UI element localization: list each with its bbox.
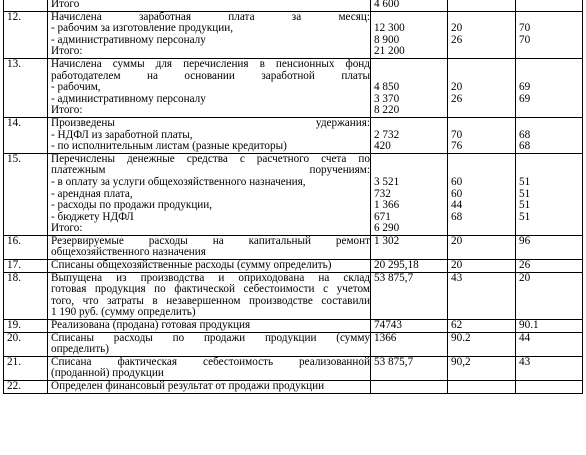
credit-line: 51 xyxy=(519,187,531,200)
entry-number-cell: 14. xyxy=(4,117,48,153)
table-row xyxy=(4,260,583,273)
description-line: Списаны общехозяйственные расходы (сумму определить) xyxy=(51,259,332,272)
amount-line: 4 600 xyxy=(374,0,400,10)
amount-line: 6 290 xyxy=(374,222,400,235)
debit-line xyxy=(451,105,515,117)
entry-description-cell xyxy=(48,356,371,380)
debit-account-cell xyxy=(448,356,516,380)
credit-line xyxy=(519,381,582,393)
debit-account-cell xyxy=(448,117,516,153)
description-line: - административному персоналу xyxy=(51,33,206,46)
credit-account-cell xyxy=(516,272,583,319)
amount-line: 4 850 xyxy=(374,81,400,94)
entry-description-cell xyxy=(48,0,371,11)
credit-line xyxy=(519,118,582,130)
credit-line: 96 xyxy=(519,235,531,247)
amount-line: 12 300 xyxy=(374,22,405,35)
amount-cell xyxy=(371,332,448,356)
amount-line: 420 xyxy=(374,140,391,153)
amount-line: 3 370 xyxy=(374,92,400,105)
amount-line: 671 xyxy=(374,210,391,223)
credit-account-cell xyxy=(516,381,583,394)
entry-number-cell: 17. xyxy=(4,260,48,273)
description-line: готовая продукция по фактической себестоимости с учетом xyxy=(51,283,370,296)
journal-entries-body xyxy=(4,0,583,393)
debit-account-cell xyxy=(448,320,516,333)
debit-line: 76 xyxy=(451,140,463,153)
entry-number-cell: 20. xyxy=(4,332,48,356)
amount-cell xyxy=(371,260,448,273)
entry-description-cell xyxy=(48,332,371,356)
amount-cell xyxy=(371,381,448,394)
amount-cell xyxy=(371,11,448,58)
description-line: того, что затраты в незавершенном производстве составили xyxy=(51,294,370,307)
credit-line: 70 xyxy=(519,33,531,46)
credit-line xyxy=(519,0,582,11)
credit-account-cell xyxy=(516,11,583,58)
debit-line xyxy=(451,223,515,235)
amount-line: 74743 xyxy=(374,319,402,332)
debit-account-cell xyxy=(448,332,516,356)
debit-line: 20 xyxy=(451,22,463,35)
debit-account-cell xyxy=(448,381,516,394)
debit-line xyxy=(451,46,515,58)
debit-line: 20 xyxy=(451,81,463,94)
description-line: Выпущена из производства и оприходована на склад xyxy=(51,272,370,284)
debit-line: 26 xyxy=(451,92,463,105)
table-row xyxy=(4,153,583,235)
amount-line: 21 200 xyxy=(374,45,405,58)
amount-line: 53 875,7 xyxy=(374,272,414,284)
amount-line: 1 366 xyxy=(374,199,400,212)
description-line: (проданной) продукции xyxy=(51,367,164,380)
credit-account-cell xyxy=(516,0,583,11)
debit-line: 60 xyxy=(451,175,463,188)
description-line: - по исполнительным листам (разные кредиторы) xyxy=(51,140,287,153)
debit-line: 26 xyxy=(451,33,463,46)
entry-number-cell: 16. xyxy=(4,235,48,259)
entry-description-cell xyxy=(48,235,371,259)
debit-line xyxy=(451,381,515,393)
entry-description-cell xyxy=(48,381,371,394)
credit-account-cell xyxy=(516,332,583,356)
credit-line: 43 xyxy=(519,356,531,368)
debit-account-cell xyxy=(448,235,516,259)
debit-line xyxy=(451,0,515,11)
credit-line: 90.1 xyxy=(519,319,539,332)
description-line: Списана фактическая себестоимость реализованной xyxy=(51,356,370,368)
description-line: - административному персоналу xyxy=(51,92,206,105)
credit-line: 44 xyxy=(519,332,531,344)
amount-line xyxy=(374,59,447,71)
credit-line: 20 xyxy=(519,272,531,284)
debit-account-cell xyxy=(448,11,516,58)
amount-line: 2 732 xyxy=(374,128,400,141)
amount-line: 1 302 xyxy=(374,235,400,247)
debit-line xyxy=(451,59,515,71)
debit-line: 90.2 xyxy=(451,332,471,344)
debit-account-cell xyxy=(448,260,516,273)
description-line: - в оплату за услуги общехозяйственного назначения, xyxy=(51,175,306,188)
description-line: - расходы по продажи продукции, xyxy=(51,199,213,212)
amount-line: 732 xyxy=(374,187,391,200)
table-row xyxy=(4,117,583,153)
amount-line xyxy=(374,154,447,166)
entry-number-cell: 13. xyxy=(4,58,48,117)
amount-line xyxy=(374,118,447,130)
table-row xyxy=(4,320,583,333)
description-line: определить) xyxy=(51,343,109,356)
amount-line: 8 900 xyxy=(374,33,400,46)
entry-number-cell: 18. xyxy=(4,272,48,319)
description-line: 1 190 руб. (сумму определить) xyxy=(51,306,196,319)
table-row xyxy=(4,11,583,58)
amount-line: 3 521 xyxy=(374,175,400,188)
description-line: платежным поручениям: xyxy=(51,164,370,177)
entry-number-cell: 22. xyxy=(4,381,48,394)
debit-account-cell xyxy=(448,272,516,319)
description-line: Списаны расходы по продажи продукции (сумму xyxy=(51,332,370,344)
amount-cell xyxy=(371,153,448,235)
amount-cell xyxy=(371,272,448,319)
table-row xyxy=(4,332,583,356)
amount-cell xyxy=(371,0,448,11)
table-row xyxy=(4,381,583,394)
amount-cell xyxy=(371,356,448,380)
description-line: - НДФЛ из заработной платы, xyxy=(51,128,193,141)
entry-number-cell: 12. xyxy=(4,11,48,58)
debit-line: 70 xyxy=(451,128,463,141)
entry-number-cell xyxy=(4,0,48,11)
description-line: Начислена суммы для перечисления в пенсионных фонд xyxy=(51,58,370,70)
description-line: Начислена заработная плата за месяц: xyxy=(51,11,370,23)
entry-description-cell xyxy=(48,260,371,273)
amount-line: 1366 xyxy=(374,332,397,344)
table-row xyxy=(4,0,583,11)
credit-line: 70 xyxy=(519,22,531,35)
debit-line: 90,2 xyxy=(451,356,471,368)
entry-description-cell xyxy=(48,272,371,319)
description-line: - рабочим, xyxy=(51,81,101,94)
description-line: - рабочим за изготовление продукции, xyxy=(51,22,233,35)
description-line: общехозяйственного назначения xyxy=(51,246,206,259)
debit-account-cell xyxy=(448,153,516,235)
credit-line: 51 xyxy=(519,199,531,212)
debit-line: 20 xyxy=(451,235,463,247)
entry-number-cell: 15. xyxy=(4,153,48,235)
credit-account-cell xyxy=(516,260,583,273)
credit-line: 68 xyxy=(519,140,531,153)
credit-line: 68 xyxy=(519,128,531,141)
credit-line xyxy=(519,46,582,58)
entry-description-cell xyxy=(48,11,371,58)
debit-account-cell xyxy=(448,0,516,11)
credit-line: 51 xyxy=(519,175,531,188)
description-line: Итого xyxy=(51,0,80,10)
description-line: Произведены удержания: xyxy=(51,117,370,129)
description-line: - арендная плата, xyxy=(51,187,133,200)
credit-line xyxy=(519,154,582,166)
credit-account-cell xyxy=(516,320,583,333)
credit-line: 69 xyxy=(519,92,531,105)
amount-line: 8 220 xyxy=(374,104,400,117)
credit-account-cell xyxy=(516,117,583,153)
debit-line: 68 xyxy=(451,210,463,223)
entry-description-cell xyxy=(48,153,371,235)
description-line: работодателем на основании заработной платы xyxy=(51,69,370,82)
table-row xyxy=(4,356,583,380)
credit-account-cell xyxy=(516,58,583,117)
entry-description-cell xyxy=(48,117,371,153)
debit-line: 20 xyxy=(451,259,463,272)
description-line: - бюджету НДФЛ xyxy=(51,210,134,223)
credit-line: 51 xyxy=(519,210,531,223)
amount-cell xyxy=(371,58,448,117)
journal-entries-table xyxy=(3,0,583,394)
entry-description-cell xyxy=(48,58,371,117)
debit-line xyxy=(451,118,515,130)
description-line: Итого: xyxy=(51,104,83,117)
amount-cell xyxy=(371,117,448,153)
description-line: Итого: xyxy=(51,45,83,58)
description-line: Определен финансовый результат от продажи продукции xyxy=(51,380,325,392)
description-line: Итого: xyxy=(51,222,83,235)
debit-line: 43 xyxy=(451,272,463,284)
amount-cell xyxy=(371,235,448,259)
credit-line xyxy=(519,105,582,117)
credit-line: 26 xyxy=(519,259,531,272)
credit-line xyxy=(519,59,582,71)
table-row xyxy=(4,235,583,259)
entry-description-cell xyxy=(48,320,371,333)
amount-cell xyxy=(371,320,448,333)
description-line: Перечислены денежные средства с расчетного счета по xyxy=(51,153,370,165)
amount-line: 20 295,18 xyxy=(374,259,419,272)
debit-line xyxy=(451,154,515,166)
debit-line: 62 xyxy=(451,319,463,332)
amount-line: 53 875,7 xyxy=(374,356,414,368)
credit-account-cell xyxy=(516,235,583,259)
entry-number-cell: 21. xyxy=(4,356,48,380)
table-row xyxy=(4,272,583,319)
debit-line: 60 xyxy=(451,187,463,200)
amount-line xyxy=(374,381,447,393)
credit-line xyxy=(519,223,582,235)
entry-number-cell: 19. xyxy=(4,320,48,333)
description-line: Реализована (продана) готовая продукция xyxy=(51,319,251,332)
table-row xyxy=(4,58,583,117)
credit-account-cell xyxy=(516,153,583,235)
description-line: Резервируемые расходы на капитальный ремонт xyxy=(51,235,370,247)
credit-line: 69 xyxy=(519,81,531,94)
debit-account-cell xyxy=(448,58,516,117)
debit-line: 44 xyxy=(451,199,463,212)
credit-account-cell xyxy=(516,356,583,380)
